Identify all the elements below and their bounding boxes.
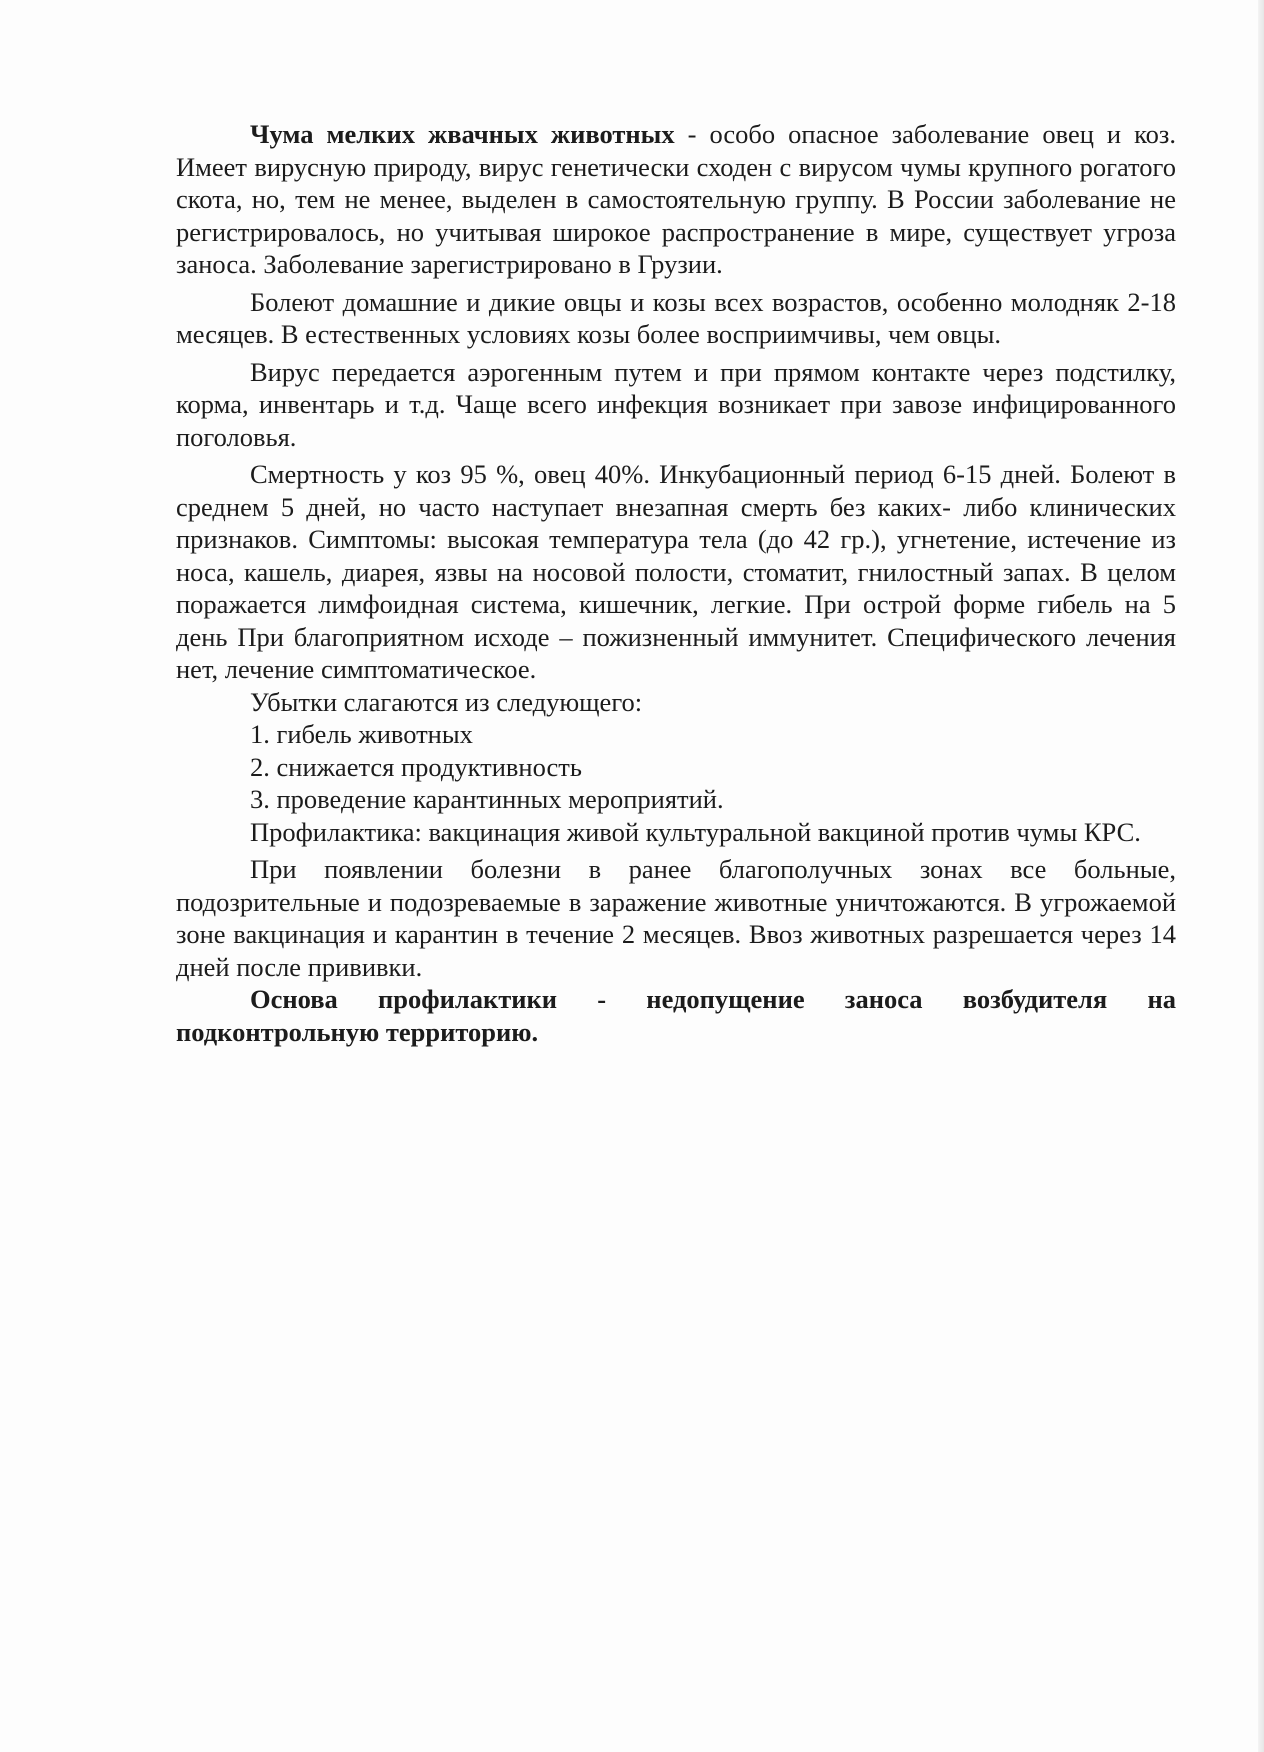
document-body xyxy=(176,118,1176,1048)
disease-name: Чума мелких жвачных животных xyxy=(250,119,675,149)
scan-edge xyxy=(1258,0,1264,1752)
prevention-paragraph: Профилактика: вакцинация живой культуральной вакциной против чумы КРС. xyxy=(250,816,1141,847)
intro-text: - особо опасное заболевание овец и коз. Имеет вирусную природу, вирус генетически сходен с вирусом чумы крупного рогатого скота, но, тем не менее, выделен в самостоятельную группу. В России заболевание не регистрировалось, но учитывая широкое распространение в мире, существует угроза заноса. Заболевание зарегистрировано в Грузии. xyxy=(176,119,1176,279)
conclusion-paragraph: Основа профилактики - недопущение заноса возбудителя на подконтрольную территорию. xyxy=(176,984,1176,1047)
symptoms-paragraph: Смертность у коз 95 %, овец 40%. Инкубационный период 6-15 дней. Болеют в среднем 5 дней, но часто наступает внезапная смерть без каких- либо клинических признаков. Симптомы: высокая температура тела (до 42 гр.), угнетение, истечение из носа, кашель, диарея, язвы на носовой полости, стоматит, гнилостный запах. В целом поражается лимфоидная система, кишечник, легкие. При острой форме гибель на 5 день При благоприятном исходе – пожизненный иммунитет. Специфического лечения нет, лечение симптоматическое. xyxy=(176,459,1176,684)
outbreak-paragraph: При появлении болезни в ранее благополучных зонах все больные, подозрительные и подозреваемые в заражение животные уничтожаются. В угрожаемой зоне вакцинация и карантин в течение 2 месяцев. Ввоз животных разрешается через 14 дней после прививки. xyxy=(176,854,1176,982)
losses-heading: Убытки слагаются из следующего: xyxy=(250,686,643,717)
intro-paragraph xyxy=(176,118,1176,281)
susceptibility-paragraph: Болеют домашние и дикие овцы и козы всех возрастов, особенно молодняк 2-18 месяцев. В естественных условиях козы более восприимчивы, чем овцы. xyxy=(176,286,1176,349)
losses-item: 3. проведение карантинных мероприятий. xyxy=(250,784,724,814)
losses-item: 1. гибель животных xyxy=(250,719,473,749)
losses-item: 2. снижается продуктивность xyxy=(250,751,582,782)
transmission-paragraph: Вирус передается аэрогенным путем и при прямом контакте через подстилку, корма, инвентарь и т.д. Чаще всего инфекция возникает при завозе инфицированного поголовья. xyxy=(176,356,1176,452)
